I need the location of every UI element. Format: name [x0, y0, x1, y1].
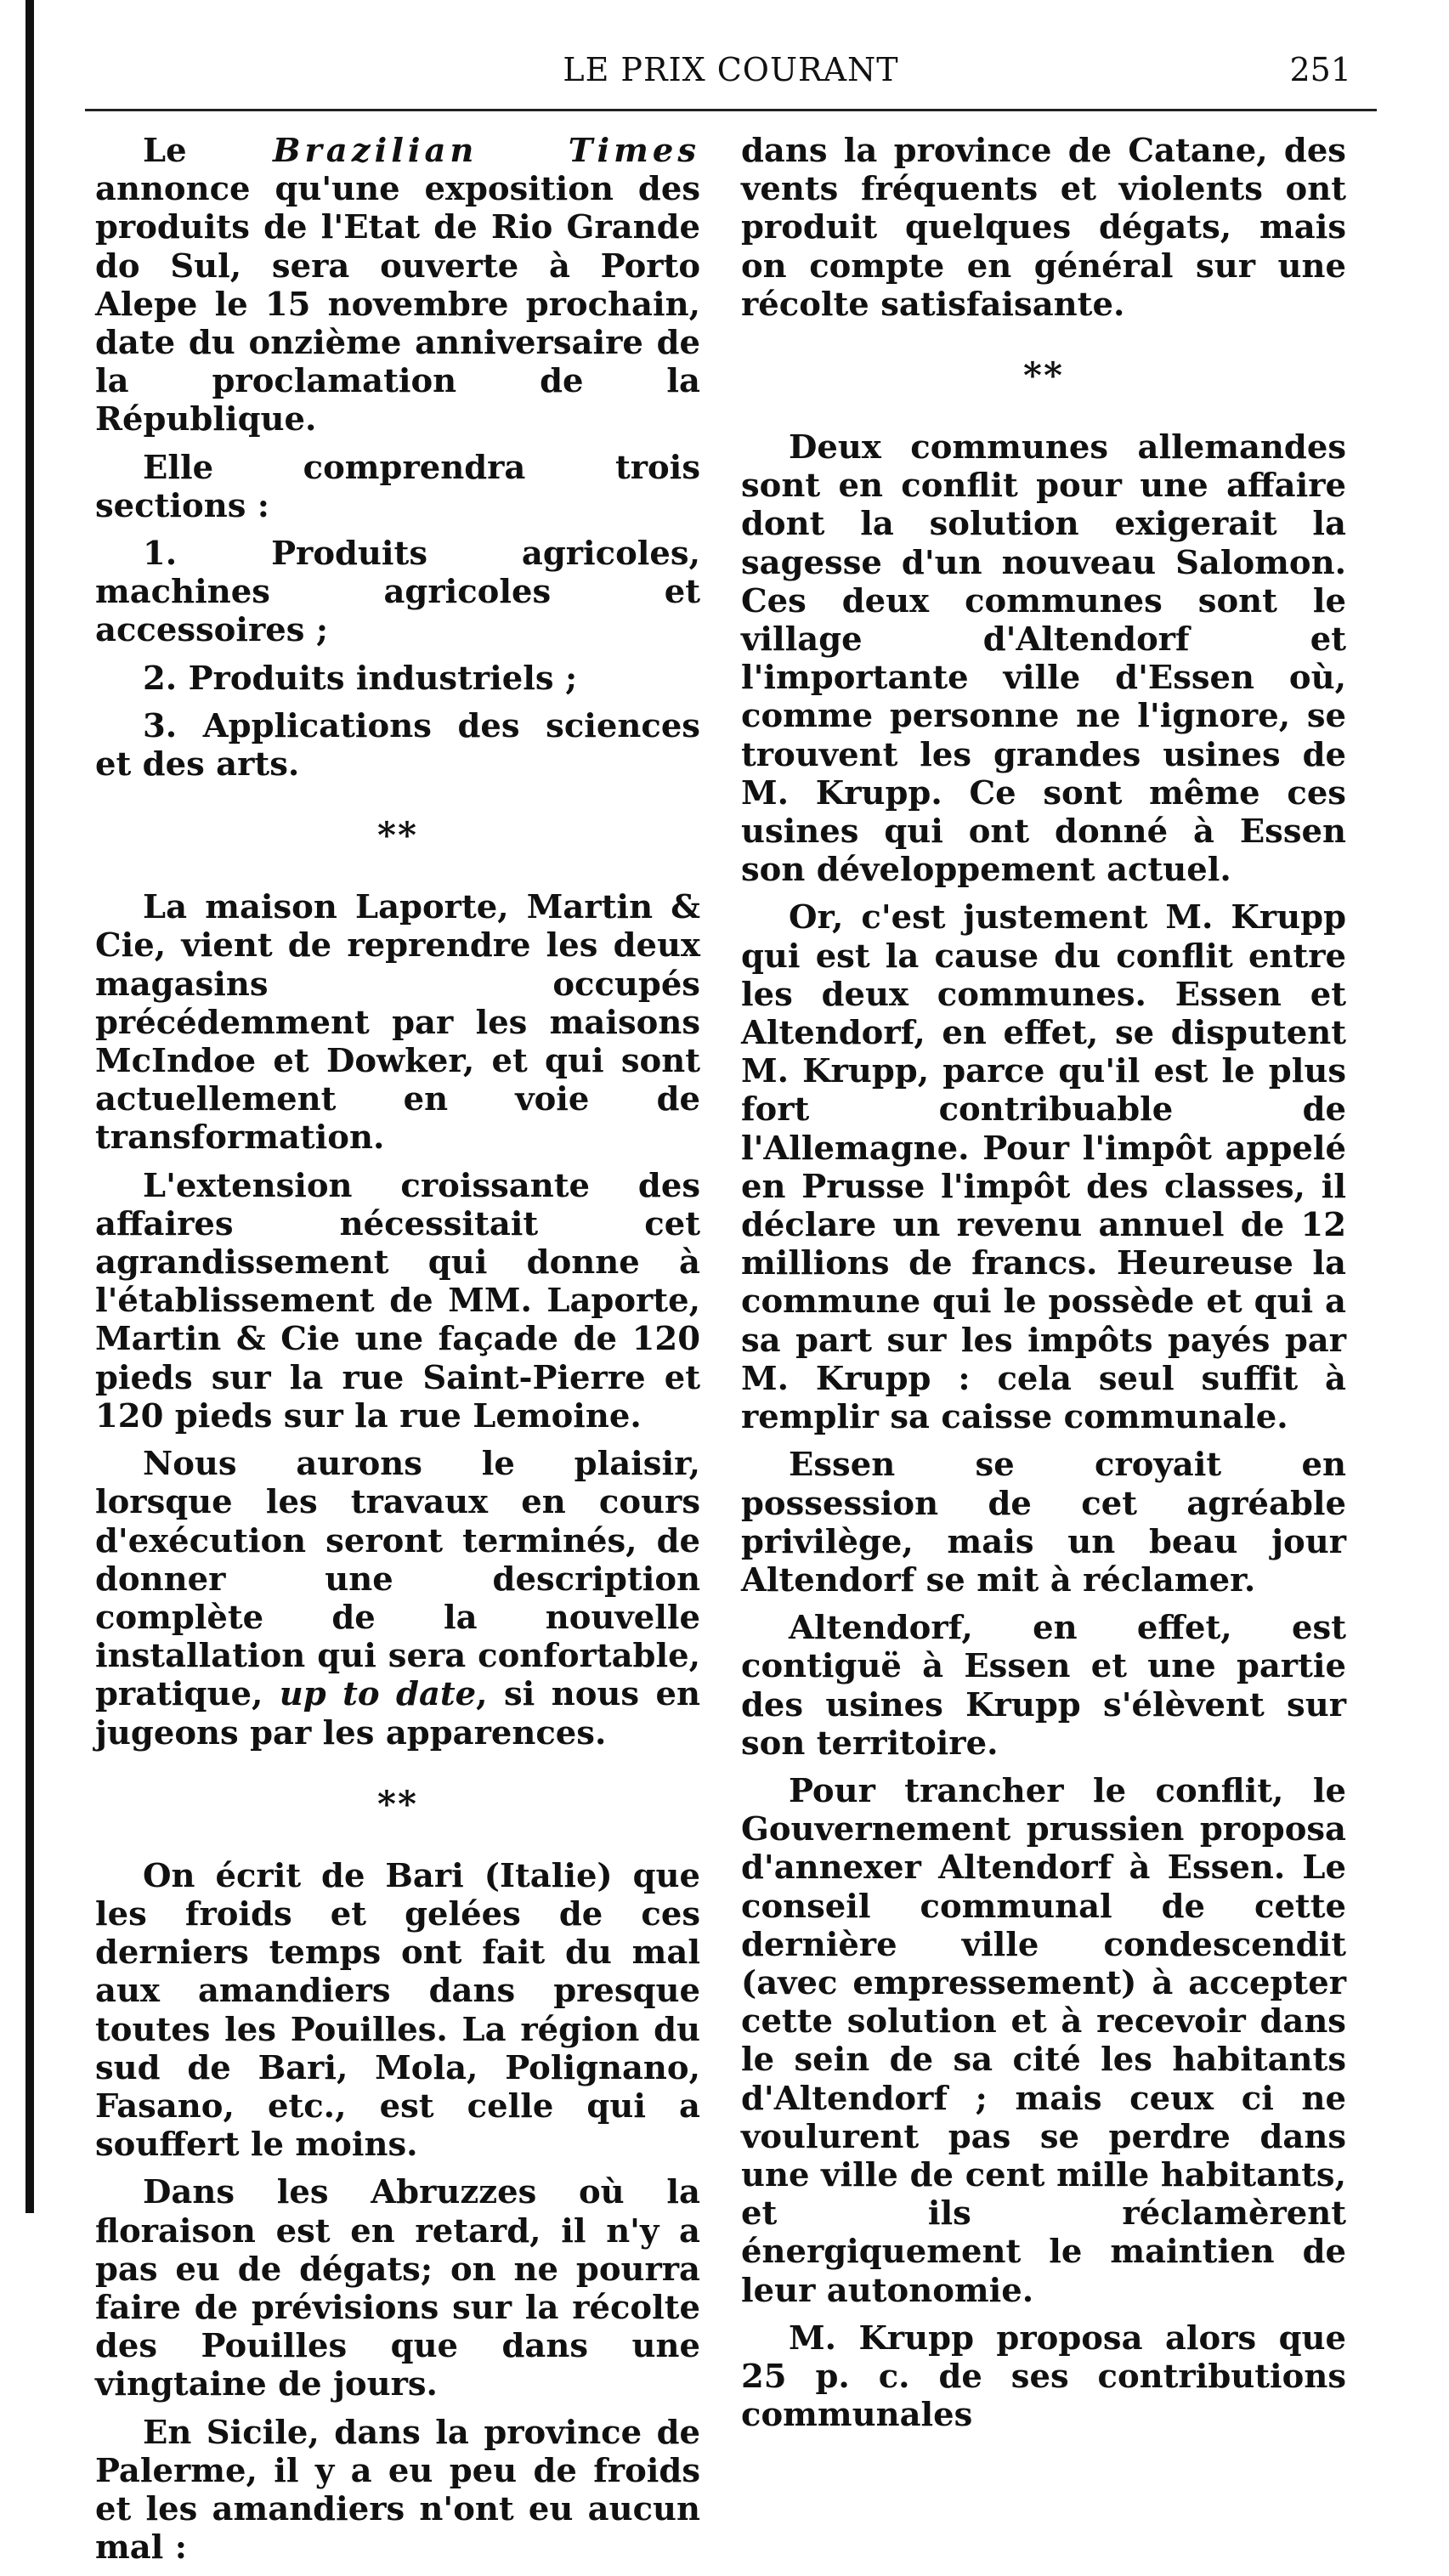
extension-paragraph: L'extension croissante des affaires nécessitait cet agrandissement qui donne à l'établissement de MM. Laporte, Martin & Cie une façade de 120 pieds sur la rue Saint-Pierre et 120 pieds sur la rue Lemoine. [95, 1166, 700, 1435]
installation-paragraph: Nous aurons le plaisir, lorsque les travaux en cours d'exécution seront terminés, de donner une description complète de la nouvelle installation qui sera confortable, pratique, up to date, si nous en jugeons par les apparences. [95, 1445, 700, 1752]
right-column [741, 132, 1346, 2443]
section-separator: ** [1023, 354, 1064, 397]
section-item-3: 3. Applications des sciences et des arts. [95, 706, 700, 784]
sections-intro: Elle comprendra trois sections : [95, 448, 700, 525]
publication-title: LE PRIX COURANT [563, 51, 899, 88]
page-header [85, 51, 1377, 102]
page-binding-edge [25, 0, 34, 2213]
header-rule [85, 109, 1377, 111]
page-number: 251 [1289, 51, 1351, 88]
sicile-paragraph: En Sicile, dans la province de Palerme, il y a eu peu de froids et les amandiers n'ont eu aucun mal : [95, 2413, 700, 2568]
section-item-2: 2. Produits industriels ; [143, 659, 578, 698]
krupp-cause-paragraph: Or, c'est justement M. Krupp qui est la cause du conflit entre les deux communes. Essen et Altendorf, en effet, se disputent M. Krupp, parce qu'il est le plus fort contribuable de l'Allemagne. Pour l'impôt appelé en Prusse l'impôt des classes, il déclare un revenu annuel de 12 millions de francs. Heureuse la commune qui le possède et qui a sa part sur les impôts payés par M. Krupp : cela seul suffit à remplir sa caisse communale. [741, 898, 1346, 1437]
abruzzes-paragraph: Dans les Abruzzes où la floraison est en retard, il n'y a pas eu de dégats; on ne pourra faire de prévisions sur la récolte des Pouilles que dans une vingtaine de jours. [95, 2173, 700, 2404]
bari-paragraph: On écrit de Bari (Italie) que les froids et gelées de ces derniers temps ont fait du mal aux amandiers dans presque toutes les Pouilles. La région du sud de Bari, Mola, Polignano, Fasano, etc., est celle qui a souffert le moins. [95, 1856, 700, 2165]
section-separator: ** [377, 1782, 418, 1825]
laporte-martin-paragraph: La maison Laporte, Martin & Cie, vient de reprendre les deux magasins occupés précédemment par les maisons McIndoe et Dowker, et qui sont actuellement en voie de transformation. [95, 888, 700, 1158]
essen-privilege-paragraph: Essen se croyait en possession de cet agréable privilège, mais un beau jour Altendorf se mit à réclamer. [741, 1446, 1346, 1599]
communes-conflict-paragraph: Deux communes allemandes sont en conflit pour une affaire dont la solution exigerait la sagesse d'un nouveau Salomon. Ces deux communes sont le village d'Altendorf et l'importante ville d'Essen où, comme personne ne l'ignore, se trouvent les grandes usines de M. Krupp. Ce sont même ces usines qui ont donné à Essen son développement actuel. [741, 428, 1346, 890]
up-to-date-phrase: up to date [279, 1675, 477, 1714]
brazilian-times-paragraph: Le Brazilian Times annonce qu'une exposition des produits de l'Etat de Rio Grande do Sul, sera ouverte à Porto Alepe le 15 novembre prochain, date du onzième anniversaire de la proclamation de la République. [95, 132, 700, 439]
left-column [95, 132, 700, 2576]
newspaper-name: Brazilian Times [272, 132, 700, 170]
krupp-proposal-paragraph: M. Krupp proposa alors que 25 p. c. de ses contributions communales [741, 2318, 1346, 2435]
altendorf-contigue-paragraph: Altendorf, en effet, est contiguë à Essen et une partie des usines Krupp s'élèvent sur son territoire. [741, 1609, 1346, 1763]
section-separator: ** [377, 814, 418, 857]
section-item-1: 1. Produits agricoles, machines agricoles et accessoires ; [95, 535, 700, 650]
catane-continuation: dans la province de Catane, des vents fréquents et violents ont produit quelques dégats, mais on compte en général sur une récolte satisfaisante. [741, 132, 1346, 324]
gouvernement-paragraph: Pour trancher le conflit, le Gouvernement prussien proposa d'annexer Altendorf à Essen. Le conseil communal de cette dernière ville condescendit (avec empressement) à accepter cette solution et à recevoir dans le sein de sa cité les habitants d'Altendorf ; mais ceux ci ne voulurent pas se perdre dans une ville de cent mille habitants, et ils réclamèrent énergiquement le maintien de leur autonomie. [741, 1771, 1346, 2310]
